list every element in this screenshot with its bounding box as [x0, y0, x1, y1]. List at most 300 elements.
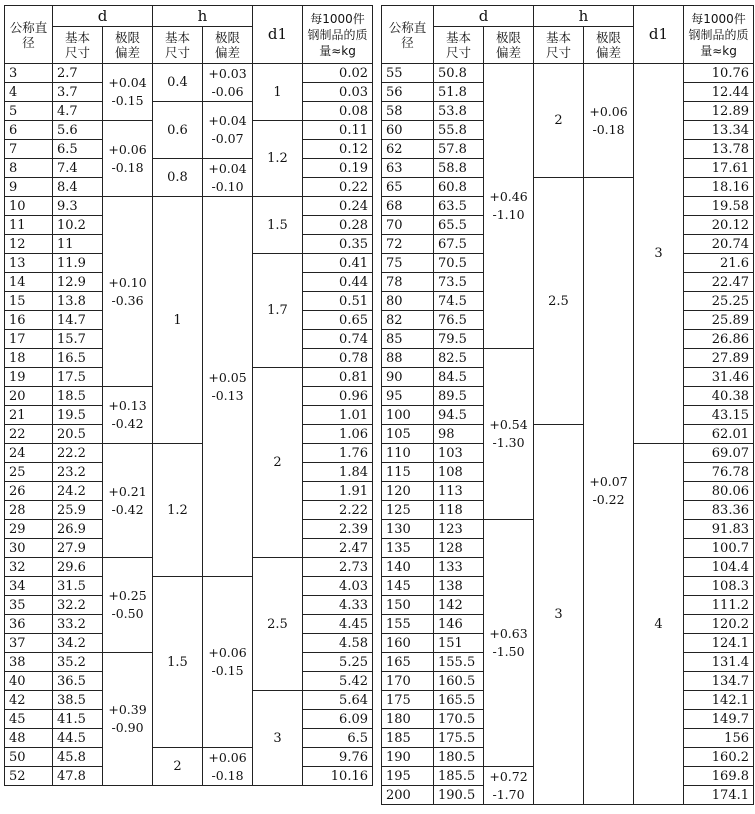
dimension-table-left — [4, 5, 373, 786]
nominal-diameter-cell: 100 — [382, 406, 434, 425]
nominal-diameter-cell: 36 — [5, 615, 53, 634]
lower-deviation: -0.42 — [111, 416, 144, 431]
upper-deviation: +0.72 — [489, 768, 528, 784]
d-basic-size-cell: 155.5 — [434, 653, 484, 672]
lower-deviation: -0.36 — [111, 292, 144, 308]
d-tolerance-cell — [103, 387, 153, 444]
header-d-tolerance: 极限偏差 — [103, 27, 153, 64]
lower-deviation: -0.18 — [592, 121, 625, 137]
nominal-diameter-cell: 70 — [382, 216, 434, 235]
h-tolerance-cell — [203, 577, 253, 748]
tolerance-pair — [589, 473, 627, 509]
nominal-diameter-cell: 120 — [382, 482, 434, 501]
header-h: h — [534, 6, 634, 27]
upper-deviation: +0.10 — [108, 274, 147, 290]
d1-cell: 3 — [634, 64, 684, 444]
tolerance-pair — [108, 483, 146, 519]
d-basic-size-cell: 24.2 — [53, 482, 103, 501]
mass-cell: 0.35 — [303, 235, 373, 254]
nominal-diameter-cell: 185 — [382, 729, 434, 748]
d-tolerance-cell — [103, 64, 153, 121]
d1-cell: 1.2 — [253, 121, 303, 197]
upper-deviation: +0.04 — [108, 75, 147, 90]
lower-deviation: -1.50 — [492, 644, 525, 659]
d-basic-size-cell: 175.5 — [434, 729, 484, 748]
table-row — [5, 102, 373, 121]
nominal-diameter-cell: 62 — [382, 140, 434, 159]
d-basic-size-cell: 138 — [434, 577, 484, 596]
upper-deviation: +0.06 — [589, 103, 628, 119]
h-basic-size-cell: 2 — [534, 64, 584, 178]
mass-cell: 104.4 — [684, 558, 754, 577]
nominal-diameter-cell: 82 — [382, 311, 434, 330]
nominal-diameter-cell: 165 — [382, 653, 434, 672]
mass-cell: 1.91 — [303, 482, 373, 501]
lower-deviation: -0.07 — [211, 131, 244, 146]
d-basic-size-cell: 170.5 — [434, 710, 484, 729]
d-basic-size-cell: 180.5 — [434, 748, 484, 767]
nominal-diameter-cell: 50 — [5, 748, 53, 767]
d-basic-size-cell: 7.4 — [53, 159, 103, 178]
d-tolerance-cell — [103, 197, 153, 387]
mass-cell: 169.8 — [684, 767, 754, 786]
nominal-diameter-cell: 55 — [382, 64, 434, 83]
table-body-right — [382, 64, 754, 805]
nominal-diameter-cell: 7 — [5, 140, 53, 159]
nominal-diameter-cell: 40 — [5, 672, 53, 691]
table-row — [382, 64, 754, 83]
mass-cell: 0.28 — [303, 216, 373, 235]
nominal-diameter-cell: 90 — [382, 368, 434, 387]
mass-cell: 0.02 — [303, 64, 373, 83]
d-basic-size-cell: 185.5 — [434, 767, 484, 786]
nominal-diameter-cell: 110 — [382, 444, 434, 463]
header-h-basic-size: 基本尺寸 — [534, 27, 584, 64]
tolerance-pair — [589, 103, 627, 139]
tolerance-pair — [108, 397, 146, 433]
d-basic-size-cell: 108 — [434, 463, 484, 482]
nominal-diameter-cell: 30 — [5, 539, 53, 558]
h-tolerance-cell — [203, 159, 253, 197]
nominal-diameter-cell: 18 — [5, 349, 53, 368]
lower-deviation: -1.70 — [492, 786, 525, 802]
d-basic-size-cell: 160.5 — [434, 672, 484, 691]
mass-cell: 5.64 — [303, 691, 373, 710]
d1-cell: 2.5 — [253, 558, 303, 691]
mass-cell: 4.58 — [303, 634, 373, 653]
mass-cell: 2.39 — [303, 520, 373, 539]
d-basic-size-cell: 9.3 — [53, 197, 103, 216]
d-basic-size-cell: 32.2 — [53, 596, 103, 615]
nominal-diameter-cell: 180 — [382, 710, 434, 729]
d-basic-size-cell: 84.5 — [434, 368, 484, 387]
h-basic-size-cell: 2 — [153, 748, 203, 786]
mass-cell: 43.15 — [684, 406, 754, 425]
h-tolerance-cell — [584, 64, 634, 178]
mass-cell: 17.61 — [684, 159, 754, 178]
table-row — [382, 178, 754, 197]
upper-deviation: +0.39 — [108, 702, 147, 717]
d-basic-size-cell: 89.5 — [434, 387, 484, 406]
mass-cell: 0.41 — [303, 254, 373, 273]
nominal-diameter-cell: 38 — [5, 653, 53, 672]
d-basic-size-cell: 76.5 — [434, 311, 484, 330]
nominal-diameter-cell: 24 — [5, 444, 53, 463]
d-basic-size-cell: 82.5 — [434, 349, 484, 368]
d-tolerance-cell — [484, 64, 534, 349]
mass-cell: 83.36 — [684, 501, 754, 520]
table-row — [5, 577, 373, 596]
d-basic-size-cell: 6.5 — [53, 140, 103, 159]
d-basic-size-cell: 12.9 — [53, 273, 103, 292]
d-basic-size-cell: 41.5 — [53, 710, 103, 729]
mass-cell: 0.78 — [303, 349, 373, 368]
d-basic-size-cell: 29.6 — [53, 558, 103, 577]
mass-cell: 5.42 — [303, 672, 373, 691]
d-basic-size-cell: 4.7 — [53, 102, 103, 121]
d-basic-size-cell: 165.5 — [434, 691, 484, 710]
d-basic-size-cell: 14.7 — [53, 311, 103, 330]
header-d1: d1 — [253, 6, 303, 64]
nominal-diameter-cell: 26 — [5, 482, 53, 501]
d-basic-size-cell: 133 — [434, 558, 484, 577]
d-basic-size-cell: 15.7 — [53, 330, 103, 349]
nominal-diameter-cell: 200 — [382, 786, 434, 805]
header-nominal-diameter: 公称直径 — [5, 6, 53, 64]
upper-deviation: +0.06 — [108, 141, 147, 157]
nominal-diameter-cell: 10 — [5, 197, 53, 216]
d-basic-size-cell: 128 — [434, 539, 484, 558]
nominal-diameter-cell: 160 — [382, 634, 434, 653]
tolerance-pair — [208, 65, 246, 101]
mass-cell: 2.73 — [303, 558, 373, 577]
lower-deviation: -0.06 — [211, 83, 244, 99]
d1-cell: 3 — [253, 691, 303, 786]
d-basic-size-cell: 60.8 — [434, 178, 484, 197]
d-basic-size-cell: 33.2 — [53, 615, 103, 634]
dimension-table-right — [381, 5, 754, 805]
mass-cell: 4.03 — [303, 577, 373, 596]
header-d: d — [434, 6, 534, 27]
h-basic-size-cell: 0.6 — [153, 102, 203, 159]
header-d-basic-size: 基本尺寸 — [53, 27, 103, 64]
mass-cell: 25.89 — [684, 311, 754, 330]
upper-deviation: +0.46 — [489, 189, 528, 204]
tolerance-pair — [489, 416, 527, 452]
d-basic-size-cell: 57.8 — [434, 140, 484, 159]
header-mass: 每1000件钢制品的质量≈kg — [684, 6, 754, 64]
h-tolerance-cell — [203, 197, 253, 577]
mass-cell: 26.86 — [684, 330, 754, 349]
d-tolerance-cell — [103, 653, 153, 786]
d-basic-size-cell: 65.5 — [434, 216, 484, 235]
mass-cell: 25.25 — [684, 292, 754, 311]
nominal-diameter-cell: 130 — [382, 520, 434, 539]
mass-cell: 108.3 — [684, 577, 754, 596]
lower-deviation: -0.42 — [111, 501, 144, 517]
tolerance-pair — [208, 749, 246, 785]
mass-cell: 0.96 — [303, 387, 373, 406]
d-tolerance-cell — [484, 767, 534, 805]
d-basic-size-cell: 45.8 — [53, 748, 103, 767]
nominal-diameter-cell: 60 — [382, 121, 434, 140]
nominal-diameter-cell: 88 — [382, 349, 434, 368]
d-tolerance-cell — [103, 121, 153, 197]
table-row — [5, 159, 373, 178]
table-row — [5, 748, 373, 767]
mass-cell: 22.47 — [684, 273, 754, 292]
nominal-diameter-cell: 42 — [5, 691, 53, 710]
nominal-diameter-cell: 65 — [382, 178, 434, 197]
mass-cell: 0.44 — [303, 273, 373, 292]
lower-deviation: -1.10 — [492, 207, 525, 222]
nominal-diameter-cell: 11 — [5, 216, 53, 235]
d1-cell: 1 — [253, 64, 303, 121]
nominal-diameter-cell: 22 — [5, 425, 53, 444]
tolerance-pair — [108, 701, 146, 737]
d-basic-size-cell: 8.4 — [53, 178, 103, 197]
nominal-diameter-cell: 48 — [5, 729, 53, 748]
mass-cell: 13.34 — [684, 121, 754, 140]
mass-cell: 91.83 — [684, 520, 754, 539]
mass-cell: 174.1 — [684, 786, 754, 805]
tolerance-pair — [489, 768, 527, 804]
upper-deviation: +0.05 — [208, 369, 247, 385]
mass-cell: 4.45 — [303, 615, 373, 634]
d-tolerance-cell — [484, 349, 534, 520]
d1-cell: 1.7 — [253, 254, 303, 368]
nominal-diameter-cell: 85 — [382, 330, 434, 349]
mass-cell: 20.74 — [684, 235, 754, 254]
mass-cell: 10.16 — [303, 767, 373, 786]
lower-deviation: -1.30 — [492, 435, 525, 450]
d-tolerance-cell — [103, 444, 153, 558]
mass-cell: 6.5 — [303, 729, 373, 748]
upper-deviation: +0.25 — [108, 588, 147, 603]
d-basic-size-cell: 11 — [53, 235, 103, 254]
header-d-tolerance: 极限偏差 — [484, 27, 534, 64]
mass-cell: 131.4 — [684, 653, 754, 672]
mass-cell: 76.78 — [684, 463, 754, 482]
nominal-diameter-cell: 6 — [5, 121, 53, 140]
d-basic-size-cell: 19.5 — [53, 406, 103, 425]
mass-cell: 1.06 — [303, 425, 373, 444]
mass-cell: 0.11 — [303, 121, 373, 140]
table-row — [5, 444, 373, 463]
mass-cell: 134.7 — [684, 672, 754, 691]
tolerance-pair — [108, 74, 146, 110]
nominal-diameter-cell: 13 — [5, 254, 53, 273]
mass-cell: 2.22 — [303, 501, 373, 520]
header-nominal-diameter: 公称直径 — [382, 6, 434, 64]
mass-cell: 12.89 — [684, 102, 754, 121]
d-basic-size-cell: 50.8 — [434, 64, 484, 83]
mass-cell: 62.01 — [684, 425, 754, 444]
d-basic-size-cell: 67.5 — [434, 235, 484, 254]
header-d-basic-size: 基本尺寸 — [434, 27, 484, 64]
tolerance-pair — [108, 141, 146, 177]
nominal-diameter-cell: 150 — [382, 596, 434, 615]
nominal-diameter-cell: 52 — [5, 767, 53, 786]
mass-cell: 69.07 — [684, 444, 754, 463]
h-basic-size-cell: 1.5 — [153, 577, 203, 748]
upper-deviation: +0.04 — [208, 160, 247, 176]
mass-cell: 4.33 — [303, 596, 373, 615]
upper-deviation: +0.04 — [208, 113, 247, 128]
tolerance-pair — [208, 644, 246, 680]
nominal-diameter-cell: 135 — [382, 539, 434, 558]
nominal-diameter-cell: 75 — [382, 254, 434, 273]
nominal-diameter-cell: 105 — [382, 425, 434, 444]
upper-deviation: +0.13 — [108, 398, 147, 413]
upper-deviation: +0.07 — [589, 474, 628, 489]
mass-cell: 12.44 — [684, 83, 754, 102]
d-basic-size-cell: 190.5 — [434, 786, 484, 805]
mass-cell: 27.89 — [684, 349, 754, 368]
nominal-diameter-cell: 15 — [5, 292, 53, 311]
d-basic-size-cell: 70.5 — [434, 254, 484, 273]
nominal-diameter-cell: 58 — [382, 102, 434, 121]
h-basic-size-cell: 3 — [534, 425, 584, 805]
mass-cell: 0.03 — [303, 83, 373, 102]
upper-deviation: +0.54 — [489, 417, 528, 432]
mass-cell: 100.7 — [684, 539, 754, 558]
tolerance-pair — [208, 369, 246, 405]
header-h-basic-size: 基本尺寸 — [153, 27, 203, 64]
nominal-diameter-cell: 12 — [5, 235, 53, 254]
lower-deviation: -0.10 — [211, 178, 244, 194]
nominal-diameter-cell: 34 — [5, 577, 53, 596]
upper-deviation: +0.06 — [208, 645, 247, 660]
lower-deviation: -0.90 — [111, 720, 144, 735]
nominal-diameter-cell: 175 — [382, 691, 434, 710]
mass-cell: 20.12 — [684, 216, 754, 235]
lower-deviation: -0.13 — [211, 387, 244, 403]
nominal-diameter-cell: 56 — [382, 83, 434, 102]
nominal-diameter-cell: 170 — [382, 672, 434, 691]
d-basic-size-cell: 34.2 — [53, 634, 103, 653]
d-basic-size-cell: 51.8 — [434, 83, 484, 102]
mass-cell: 9.76 — [303, 748, 373, 767]
mass-cell: 1.76 — [303, 444, 373, 463]
nominal-diameter-cell: 190 — [382, 748, 434, 767]
nominal-diameter-cell: 3 — [5, 64, 53, 83]
h-basic-size-cell: 2.5 — [534, 178, 584, 425]
d-basic-size-cell: 63.5 — [434, 197, 484, 216]
table-row — [5, 197, 373, 216]
nominal-diameter-cell: 68 — [382, 197, 434, 216]
mass-cell: 1.01 — [303, 406, 373, 425]
d-basic-size-cell: 35.2 — [53, 653, 103, 672]
d-tolerance-cell — [484, 520, 534, 767]
lower-deviation: -0.22 — [592, 492, 625, 507]
d-basic-size-cell: 27.9 — [53, 539, 103, 558]
mass-cell: 149.7 — [684, 710, 754, 729]
d-basic-size-cell: 23.2 — [53, 463, 103, 482]
h-tolerance-cell — [203, 64, 253, 102]
nominal-diameter-cell: 80 — [382, 292, 434, 311]
d-basic-size-cell: 113 — [434, 482, 484, 501]
mass-cell: 111.2 — [684, 596, 754, 615]
mass-cell: 124.1 — [684, 634, 754, 653]
lower-deviation: -0.18 — [211, 767, 244, 783]
mass-cell: 0.19 — [303, 159, 373, 178]
nominal-diameter-cell: 195 — [382, 767, 434, 786]
h-basic-size-cell: 1 — [153, 197, 203, 444]
d-basic-size-cell: 74.5 — [434, 292, 484, 311]
d-basic-size-cell: 36.5 — [53, 672, 103, 691]
d-basic-size-cell: 2.7 — [53, 64, 103, 83]
nominal-diameter-cell: 9 — [5, 178, 53, 197]
nominal-diameter-cell: 155 — [382, 615, 434, 634]
tolerance-pair — [108, 274, 146, 310]
mass-cell: 19.58 — [684, 197, 754, 216]
lower-deviation: -0.18 — [111, 159, 144, 175]
mass-cell: 1.84 — [303, 463, 373, 482]
d-basic-size-cell: 10.2 — [53, 216, 103, 235]
nominal-diameter-cell: 21 — [5, 406, 53, 425]
mass-cell: 80.06 — [684, 482, 754, 501]
nominal-diameter-cell: 4 — [5, 83, 53, 102]
d-basic-size-cell: 13.8 — [53, 292, 103, 311]
nominal-diameter-cell: 115 — [382, 463, 434, 482]
nominal-diameter-cell: 35 — [5, 596, 53, 615]
mass-cell: 0.74 — [303, 330, 373, 349]
mass-cell: 156 — [684, 729, 754, 748]
mass-cell: 13.78 — [684, 140, 754, 159]
d-basic-size-cell: 26.9 — [53, 520, 103, 539]
table-row — [382, 425, 754, 444]
upper-deviation: +0.03 — [208, 65, 247, 81]
d-basic-size-cell: 94.5 — [434, 406, 484, 425]
nominal-diameter-cell: 25 — [5, 463, 53, 482]
nominal-diameter-cell: 20 — [5, 387, 53, 406]
d-basic-size-cell: 47.8 — [53, 767, 103, 786]
nominal-diameter-cell: 28 — [5, 501, 53, 520]
mass-cell: 18.16 — [684, 178, 754, 197]
d-basic-size-cell: 5.6 — [53, 121, 103, 140]
h-basic-size-cell: 0.8 — [153, 159, 203, 197]
mass-cell: 2.47 — [303, 539, 373, 558]
tolerance-pair — [108, 587, 146, 623]
nominal-diameter-cell: 16 — [5, 311, 53, 330]
d-basic-size-cell: 44.5 — [53, 729, 103, 748]
mass-cell: 40.38 — [684, 387, 754, 406]
tolerance-pair — [208, 112, 246, 148]
nominal-diameter-cell: 45 — [5, 710, 53, 729]
d-basic-size-cell: 58.8 — [434, 159, 484, 178]
lower-deviation: -0.15 — [111, 93, 144, 108]
mass-cell: 142.1 — [684, 691, 754, 710]
d-basic-size-cell: 73.5 — [434, 273, 484, 292]
d-basic-size-cell: 20.5 — [53, 425, 103, 444]
h-tolerance-cell — [584, 178, 634, 805]
mass-cell: 10.76 — [684, 64, 754, 83]
h-basic-size-cell: 1.2 — [153, 444, 203, 577]
d-basic-size-cell: 11.9 — [53, 254, 103, 273]
mass-cell: 31.46 — [684, 368, 754, 387]
h-tolerance-cell — [203, 748, 253, 786]
d-basic-size-cell: 98 — [434, 425, 484, 444]
d-basic-size-cell: 103 — [434, 444, 484, 463]
d-basic-size-cell: 123 — [434, 520, 484, 539]
d-tolerance-cell — [103, 558, 153, 653]
h-tolerance-cell — [203, 102, 253, 159]
nominal-diameter-cell: 17 — [5, 330, 53, 349]
nominal-diameter-cell: 78 — [382, 273, 434, 292]
nominal-diameter-cell: 95 — [382, 387, 434, 406]
header-h-tolerance: 极限偏差 — [584, 27, 634, 64]
